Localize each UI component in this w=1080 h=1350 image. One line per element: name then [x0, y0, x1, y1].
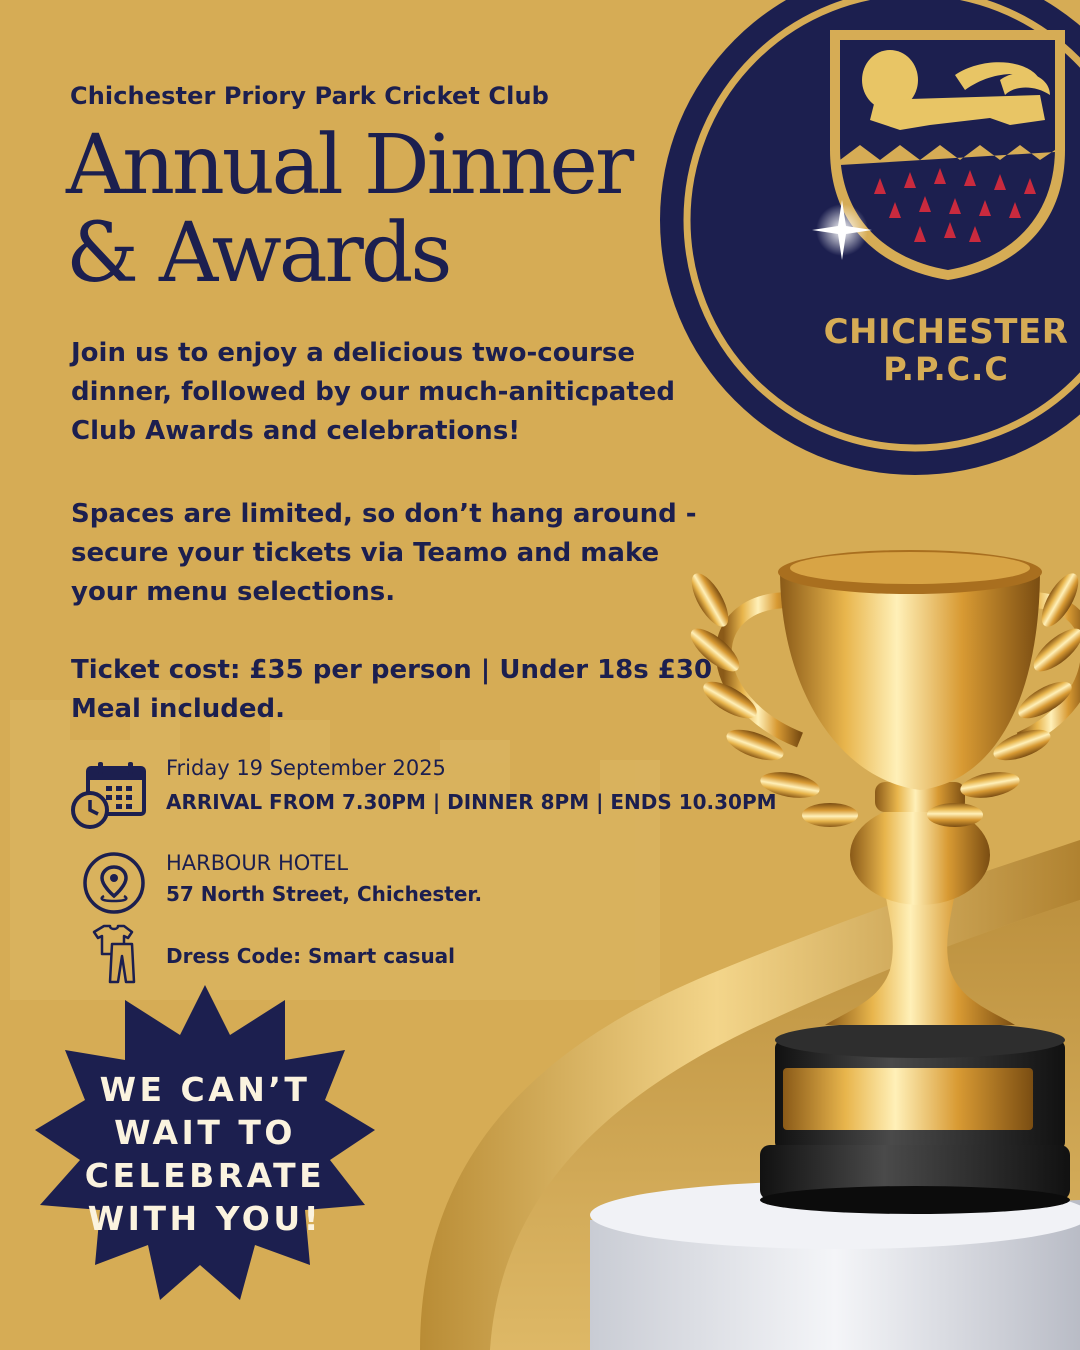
- crest-initials: P.P.C.C: [883, 350, 1009, 388]
- calendar-clock-icon: [70, 760, 150, 832]
- badge-line-1: WE CAN’T: [99, 1070, 311, 1109]
- event-date: Friday 19 September 2025: [166, 756, 446, 780]
- dress-code: Dress Code: Smart casual: [166, 944, 456, 968]
- ticket-cost-line: Ticket cost: £35 per person | Under 18s £30: [71, 655, 713, 685]
- page-title: [66, 118, 706, 301]
- celebrate-badge-text: [50, 1068, 360, 1240]
- crest-name: CHICHESTER: [823, 312, 1069, 352]
- venue-name: HARBOUR HOTEL: [166, 851, 349, 875]
- ticket-cost: [71, 651, 731, 729]
- title-line-2: & Awards: [66, 206, 450, 301]
- intro-paragraph: Join us to enjoy a delicious two-course dinner, followed by our much-aniticpated Club Awards and celebrations!: [71, 338, 676, 446]
- event-times: ARRIVAL FROM 7.30PM | DINNER 8PM | ENDS 10.30PM: [166, 790, 777, 814]
- title-line-1: Annual Dinner: [66, 118, 632, 213]
- meal-included-line: Meal included.: [71, 694, 286, 724]
- badge-line-2: WAIT TO: [114, 1113, 296, 1152]
- club-name: Chichester Priory Park Cricket Club: [70, 82, 549, 110]
- venue-address: 57 North Street, Chichester.: [166, 882, 483, 906]
- map-pin-icon: [82, 851, 152, 921]
- clothing-icon: [88, 922, 158, 986]
- badge-line-3: CELEBRATE: [84, 1156, 326, 1195]
- tickets-paragraph: Spaces are limited, so don’t hang around - secure your tickets via Teamo and make your menu selections.: [71, 499, 697, 607]
- badge-line-4: WITH YOU!: [87, 1199, 323, 1238]
